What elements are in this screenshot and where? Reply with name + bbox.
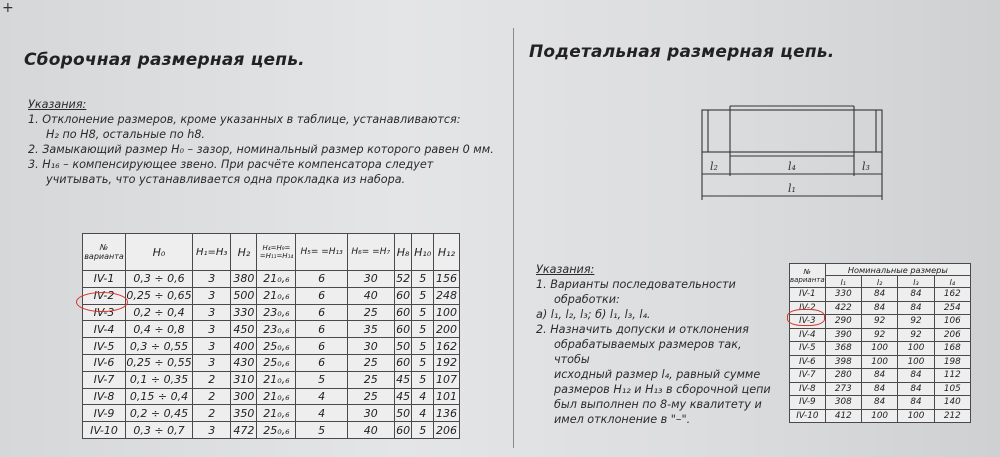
value-cell: 84: [898, 382, 934, 396]
assembly-table-row: [83, 271, 460, 288]
value-cell: 23₀,₆: [257, 321, 296, 338]
value-cell: 60: [396, 356, 411, 370]
part-table-row: [790, 288, 971, 302]
value-cell: 6: [296, 287, 347, 304]
value-cell: 105: [934, 382, 970, 396]
value-cell: 4: [296, 388, 347, 405]
variant-cell: IV-8: [83, 388, 126, 405]
part-note-2b: обрабатываемых размеров так, чтобы: [554, 338, 742, 366]
value-cell: 200: [433, 321, 459, 338]
part-table-row: [790, 409, 971, 423]
header-h5-h13: H₅= =H₁₃: [296, 234, 347, 271]
header-variant-right: № варианта: [790, 264, 826, 288]
value-cell: 100: [898, 355, 934, 369]
part-note-1b: обработки:: [554, 293, 620, 306]
variant-cell: IV-10: [790, 409, 826, 423]
value-cell: 84: [898, 396, 934, 410]
value-cell: 168: [934, 342, 970, 356]
part-chain-title: Подетальная размерная цепь.: [529, 42, 835, 62]
variant-cell: IV-3: [83, 304, 126, 321]
assembly-table-row: [83, 304, 460, 321]
highlight-circle-right: [787, 309, 825, 326]
assembly-table-row: [83, 405, 460, 422]
value-cell: 21₀,₆: [257, 287, 296, 304]
label-l3: l₃: [862, 160, 870, 173]
value-cell: 60: [396, 423, 411, 437]
value-cell: 107: [433, 371, 459, 388]
value-cell: 330: [231, 304, 257, 321]
value-cell: 300: [231, 388, 257, 405]
value-cell: 192: [433, 354, 459, 371]
value-cell: 25₀,₆: [257, 354, 296, 371]
value-cell: 84: [861, 301, 897, 315]
header-h6-h7: H₆= =H₇: [347, 234, 394, 271]
value-cell: 112: [934, 369, 970, 383]
value-cell: 0,25 ÷ 0,55: [126, 356, 192, 370]
value-cell: 330: [825, 288, 861, 302]
value-cell: 5: [412, 338, 433, 355]
plus-mark: +: [2, 0, 14, 16]
value-cell: 5: [412, 304, 433, 321]
assembly-note-3b: учитывать, что устанавливается одна прокладка из набора.: [46, 173, 406, 186]
value-cell: 500: [231, 287, 257, 304]
value-cell: 25₀,₆: [257, 422, 296, 439]
assembly-table-header-row: [83, 234, 460, 271]
value-cell: 3: [193, 321, 231, 338]
value-cell: 5: [412, 371, 433, 388]
value-cell: 273: [825, 382, 861, 396]
value-cell: 60: [396, 289, 411, 303]
value-cell: 430: [231, 354, 257, 371]
header-l4: l₄: [934, 276, 970, 288]
variant-cell: IV-4: [83, 321, 126, 338]
value-cell: 4: [296, 405, 347, 422]
value-cell: 84: [861, 382, 897, 396]
value-cell: 0,3 ÷ 0,6: [126, 271, 193, 288]
part-table-row: [790, 369, 971, 383]
header-h0: H₀: [126, 234, 193, 271]
header-h2: H₂: [231, 234, 257, 271]
value-cell: 25: [347, 371, 394, 388]
value-cell: 156: [433, 271, 459, 288]
variant-cell: IV-5: [83, 338, 126, 355]
value-cell: 0,4 ÷ 0,8: [126, 321, 193, 338]
value-cell: 45: [396, 373, 411, 387]
value-cell: 3: [193, 271, 231, 288]
value-cell: 400: [231, 338, 257, 355]
value-cell: 206: [934, 328, 970, 342]
variant-cell: IV-7: [790, 369, 826, 383]
assembly-note-2: 2. Замыкающий размер H₀ – зазор, номинальный размер которого равен 0 мм.: [28, 143, 494, 156]
value-cell: 198: [934, 355, 970, 369]
value-cell: 35: [347, 321, 394, 338]
value-cell: 390: [825, 328, 861, 342]
value-cell: 310: [231, 371, 257, 388]
shaft-body: [702, 110, 882, 152]
value-cell: 350: [231, 405, 257, 422]
value-cell: 84: [861, 396, 897, 410]
value-cell: 3: [193, 287, 231, 304]
value-cell: 30: [347, 405, 394, 422]
value-cell: 25₀,₆: [257, 338, 296, 355]
label-l2: l₂: [710, 160, 718, 173]
value-cell: 5: [412, 271, 433, 288]
variant-cell: IV-9: [790, 396, 826, 410]
part-notes-header: Указания:: [536, 263, 595, 276]
part-note-2f: имел отклонение в "–".: [554, 413, 691, 426]
value-cell: 100: [861, 342, 897, 356]
value-cell: 2: [193, 405, 231, 422]
value-cell: 50: [396, 406, 411, 420]
value-cell: 422: [825, 301, 861, 315]
part-notes: [536, 262, 776, 427]
assembly-note-1b: H₂ по H8, остальные по h8.: [46, 128, 205, 141]
header-h4-group: H₄=H₉= =H₁₁=H₁₄: [257, 234, 296, 271]
value-cell: 290: [825, 315, 861, 329]
value-cell: 106: [934, 315, 970, 329]
label-l1: l₁: [788, 182, 796, 195]
part-table-row: [790, 342, 971, 356]
value-cell: 2: [193, 388, 231, 405]
part-note-1c: а) l₁, l₂, l₃; б) l₁, l₃, l₄.: [536, 308, 651, 321]
assembly-note-3a: 3. H₁₆ – компенсирующее звено. При расчёте компенсатора следует: [28, 158, 434, 171]
value-cell: 84: [898, 288, 934, 302]
value-cell: 0,25 ÷ 0,65: [126, 289, 192, 303]
value-cell: 4: [412, 405, 433, 422]
value-cell: 0,15 ÷ 0,4: [126, 388, 193, 405]
assembly-table: [82, 233, 460, 439]
header-l3: l₃: [898, 276, 934, 288]
header-h1-h3: H₁=H₃: [193, 234, 231, 271]
value-cell: 3: [193, 338, 231, 355]
value-cell: 92: [898, 315, 934, 329]
assembly-notes: [28, 97, 498, 187]
value-cell: 4: [412, 388, 433, 405]
value-cell: 368: [825, 342, 861, 356]
part-note-2e: был выполнен по 8-му квалитету и: [554, 398, 762, 411]
assembly-table-row: [83, 422, 460, 439]
variant-cell: IV-8: [790, 382, 826, 396]
part-table: [789, 263, 971, 423]
value-cell: 25: [347, 388, 394, 405]
variant-cell: IV-1: [83, 271, 126, 288]
value-cell: 5: [412, 321, 433, 338]
value-cell: 136: [433, 405, 459, 422]
part-note-2d: размеров H₁₂ и H₁₃ в сборочной цепи: [554, 383, 771, 396]
assembly-chain-title: Сборочная размерная цепь.: [24, 50, 305, 70]
part-note-2a: 2. Назначить допуски и отклонения: [536, 323, 749, 336]
panel-divider: [513, 28, 514, 448]
value-cell: 162: [934, 288, 970, 302]
value-cell: 84: [898, 301, 934, 315]
variant-cell: IV-6: [790, 355, 826, 369]
header-variant: № варианта: [83, 234, 126, 271]
variant-cell: IV-5: [790, 342, 826, 356]
value-cell: 92: [861, 315, 897, 329]
value-cell: 100: [898, 409, 934, 423]
value-cell: 5: [296, 371, 347, 388]
value-cell: 254: [934, 301, 970, 315]
value-cell: 30: [347, 338, 394, 355]
value-cell: 6: [296, 354, 347, 371]
highlight-circle-left: [76, 292, 128, 312]
value-cell: 100: [861, 355, 897, 369]
value-cell: 162: [433, 338, 459, 355]
assembly-table-row: [83, 388, 460, 405]
value-cell: 92: [861, 328, 897, 342]
value-cell: 6: [296, 338, 347, 355]
value-cell: 5: [412, 354, 433, 371]
value-cell: 100: [861, 409, 897, 423]
value-cell: 30: [347, 271, 394, 288]
variant-cell: IV-2: [790, 301, 826, 315]
value-cell: 21₀,₆: [257, 388, 296, 405]
value-cell: 0,1 ÷ 0,35: [126, 371, 193, 388]
value-cell: 92: [898, 328, 934, 342]
part-note-2c: исходный размер l₄, равный сумме: [554, 368, 761, 381]
value-cell: 0,2 ÷ 0,45: [126, 405, 193, 422]
variant-cell: IV-3: [790, 315, 826, 329]
value-cell: 0,3 ÷ 0,55: [126, 338, 193, 355]
value-cell: 84: [861, 288, 897, 302]
variant-cell: IV-6: [83, 354, 126, 371]
value-cell: 60: [396, 322, 411, 336]
assembly-table-row: [83, 321, 460, 338]
value-cell: 6: [296, 304, 347, 321]
value-cell: 50: [396, 339, 411, 353]
assembly-table-row: [83, 287, 460, 304]
value-cell: 23₀,₆: [257, 304, 296, 321]
header-h8: H₈: [394, 234, 412, 271]
value-cell: 0,3 ÷ 0,7: [126, 422, 193, 439]
value-cell: 6: [296, 271, 347, 288]
variant-cell: IV-2: [83, 287, 126, 304]
value-cell: 60: [396, 305, 411, 319]
value-cell: 140: [934, 396, 970, 410]
value-cell: 3: [193, 304, 231, 321]
value-cell: 25: [347, 354, 394, 371]
value-cell: 0,2 ÷ 0,4: [126, 304, 193, 321]
value-cell: 308: [825, 396, 861, 410]
value-cell: 472: [231, 422, 257, 439]
value-cell: 5: [412, 422, 433, 439]
variant-cell: IV-1: [790, 288, 826, 302]
value-cell: 212: [934, 409, 970, 423]
assembly-table-row: [83, 371, 460, 388]
part-note-1a: 1. Варианты последовательности: [536, 278, 736, 291]
part-table-row: [790, 396, 971, 410]
value-cell: 52: [396, 272, 411, 286]
value-cell: 21₀,₆: [257, 371, 296, 388]
header-h10: H₁₀: [412, 234, 433, 271]
value-cell: 5: [412, 287, 433, 304]
label-l4: l₄: [788, 160, 796, 173]
part-table-row: [790, 382, 971, 396]
value-cell: 248: [433, 287, 459, 304]
value-cell: 40: [347, 422, 394, 439]
header-l1: l₁: [825, 276, 861, 288]
value-cell: 40: [347, 287, 394, 304]
value-cell: 3: [193, 354, 231, 371]
variant-cell: IV-9: [83, 405, 126, 422]
part-table-header-row: [790, 264, 971, 276]
value-cell: 206: [433, 422, 459, 439]
shaft-drawing: [690, 96, 895, 206]
assembly-table-row: [83, 338, 460, 355]
value-cell: 2: [193, 371, 231, 388]
value-cell: 101: [433, 388, 459, 405]
value-cell: 84: [861, 369, 897, 383]
value-cell: 45: [396, 389, 411, 403]
variant-cell: IV-7: [83, 371, 126, 388]
header-l2: l₂: [861, 276, 897, 288]
value-cell: 21₀,₆: [257, 405, 296, 422]
value-cell: 5: [296, 422, 347, 439]
value-cell: 280: [825, 369, 861, 383]
value-cell: 412: [825, 409, 861, 423]
value-cell: 100: [898, 342, 934, 356]
header-h12: H₁₂: [433, 234, 459, 271]
variant-cell: IV-4: [790, 328, 826, 342]
header-nominal-sizes: Номинальные размеры: [825, 264, 970, 276]
value-cell: 380: [231, 271, 257, 288]
value-cell: 25: [347, 304, 394, 321]
value-cell: 84: [898, 369, 934, 383]
value-cell: 100: [433, 304, 459, 321]
value-cell: 6: [296, 321, 347, 338]
part-table-row: [790, 328, 971, 342]
value-cell: 21₀,₆: [257, 271, 296, 288]
variant-cell: IV-10: [83, 422, 126, 439]
assembly-note-1a: 1. Отклонение размеров, кроме указанных в таблице, устанавливаются:: [28, 113, 461, 126]
value-cell: 3: [193, 422, 231, 439]
assembly-table-row: [83, 354, 460, 371]
value-cell: 450: [231, 321, 257, 338]
part-table-row: [790, 355, 971, 369]
value-cell: 398: [825, 355, 861, 369]
assembly-notes-header: Указания:: [28, 98, 87, 111]
